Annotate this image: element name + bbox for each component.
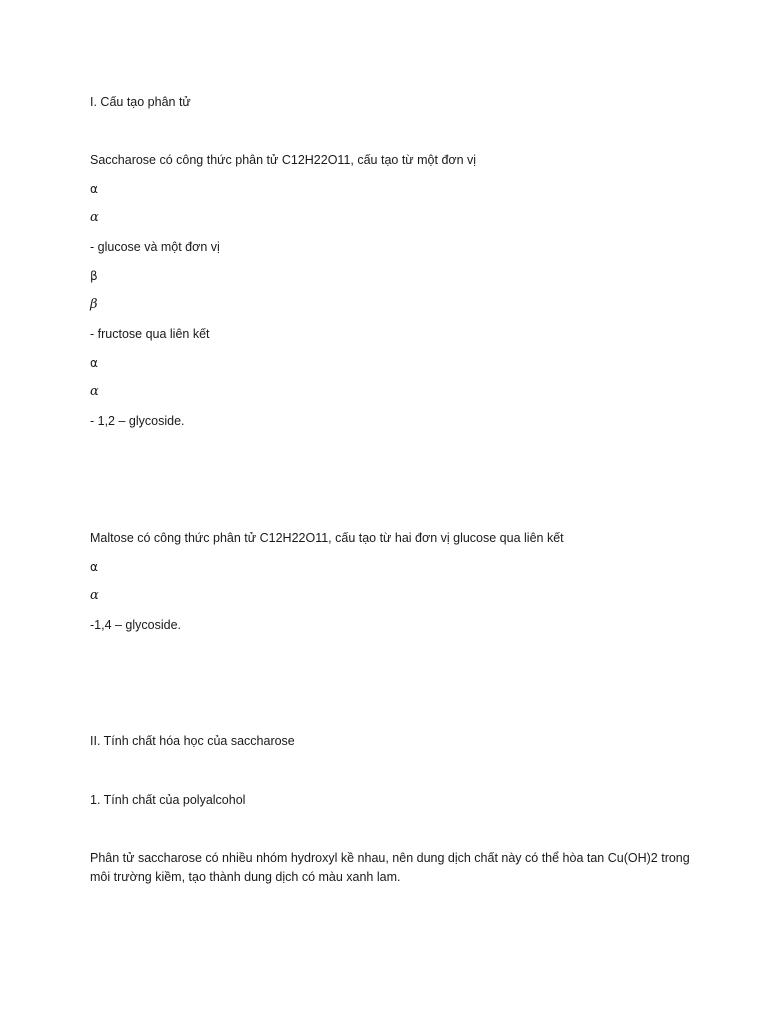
polyalcohol-paragraph: Phân tử saccharose có nhiều nhóm hydroxyl kề nhau, nên dung dịch chất này có thể hòa tan Cu(OH)2 trong môi trường kiềm, tạo thành dung dịch có màu xanh lam. [90, 851, 690, 884]
glycoside-12-text: - 1,2 – glycoside. [90, 414, 185, 428]
alpha-math-symbol: 𝛼 [90, 588, 99, 603]
alpha-symbol: α [90, 560, 98, 574]
section-2-heading: II. Tính chất hóa học của saccharose [90, 734, 295, 748]
alpha-symbol: α [90, 182, 98, 196]
subsection-1-heading: 1. Tính chất của polyalcohol [90, 793, 246, 807]
glucose-text: - glucose và một đơn vị [90, 240, 220, 254]
section-1-heading: I. Cấu tạo phân tử [90, 95, 191, 109]
beta-math-symbol: 𝛽 [90, 297, 98, 312]
fructose-text: - fructose qua liên kết [90, 327, 210, 341]
beta-symbol: β [90, 269, 98, 283]
maltose-intro-text: Maltose có công thức phân tử C12H22O11, cấu tạo từ hai đơn vị glucose qua liên kết [90, 531, 564, 545]
glycoside-14-text: -1,4 – glycoside. [90, 618, 182, 632]
alpha-math-symbol: 𝛼 [90, 384, 99, 399]
saccharose-intro-text: Saccharose có công thức phân tử C12H22O11, cấu tạo từ một đơn vị [90, 153, 477, 167]
alpha-math-symbol: 𝛼 [90, 210, 99, 225]
alpha-symbol: α [90, 356, 98, 370]
